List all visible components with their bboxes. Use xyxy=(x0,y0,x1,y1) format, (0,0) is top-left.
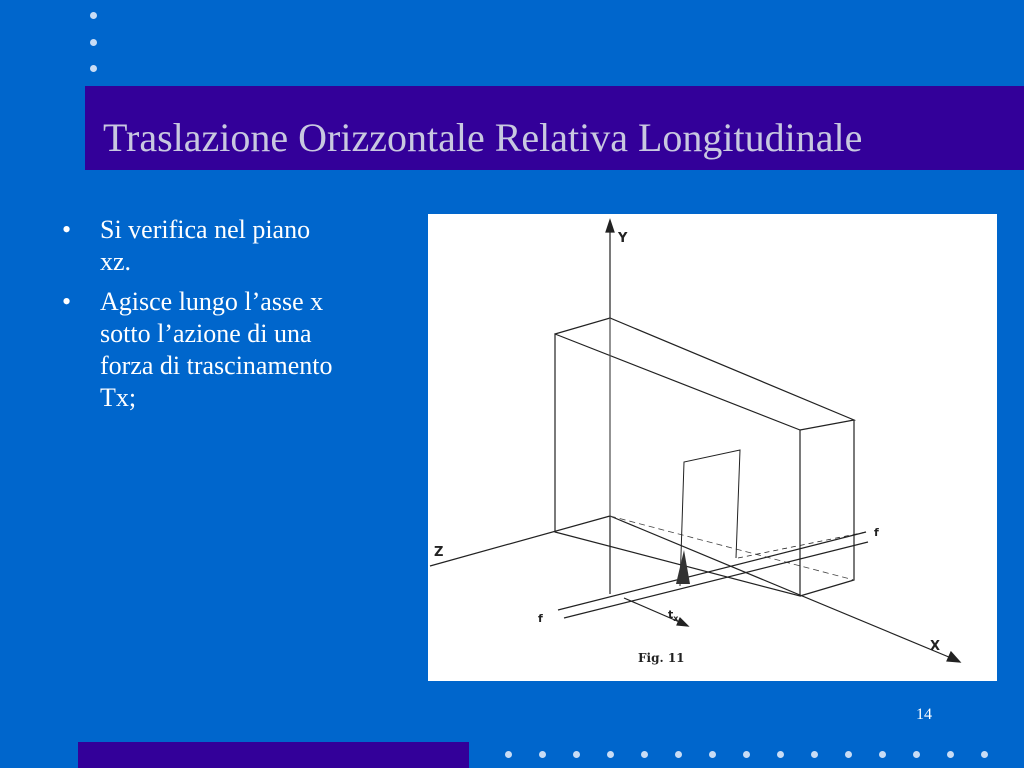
x-axis-label: X xyxy=(930,639,941,654)
bullet-marker: • xyxy=(62,287,72,316)
diagram-svg xyxy=(428,214,997,681)
decorative-dot xyxy=(811,751,818,758)
bullet-text: Si verifica nel piano xz. xyxy=(100,215,311,276)
bottom-band xyxy=(78,742,469,768)
x-axis-arrow xyxy=(947,652,960,662)
decorative-dot xyxy=(607,751,614,758)
bar-edge xyxy=(558,532,866,610)
bullet-text: Agisce lungo l’asse x sotto l’azione di una forza di trascinamento Tx; xyxy=(100,287,333,412)
decorative-dot xyxy=(539,751,546,758)
decorative-dot xyxy=(90,65,97,72)
decorative-dot xyxy=(709,751,716,758)
slide-title: Traslazione Orizzontale Relativa Longitudinale xyxy=(103,115,863,160)
decorative-dot xyxy=(777,751,784,758)
decorative-dot xyxy=(845,751,852,758)
force-arrow-head xyxy=(677,618,688,626)
decorative-dot xyxy=(573,751,580,758)
box-hidden-edge xyxy=(610,516,854,580)
figure-panel xyxy=(428,214,997,681)
bullet-marker: • xyxy=(62,215,72,244)
page-number: 14 xyxy=(916,706,932,723)
bullet-list xyxy=(62,214,342,422)
decorative-dot xyxy=(913,751,920,758)
force-label-sub: x xyxy=(673,614,679,623)
decorative-dot xyxy=(641,751,648,758)
box-right-edge xyxy=(800,420,854,596)
decorative-dot xyxy=(981,751,988,758)
force-label-main: t xyxy=(668,608,674,621)
bullet-item xyxy=(62,286,342,414)
y-axis-arrow xyxy=(606,220,614,232)
decorative-dot xyxy=(743,751,750,758)
box-top-edge xyxy=(555,318,854,430)
z-axis-label: Z xyxy=(434,545,444,560)
decorative-dots-bottom xyxy=(505,751,1005,761)
bar-label-right: f xyxy=(874,526,879,539)
x-axis xyxy=(610,516,956,660)
decorative-dot xyxy=(879,751,886,758)
y-axis-label: Y xyxy=(618,231,628,246)
bar-label-left: f xyxy=(538,612,543,625)
decorative-dot xyxy=(947,751,954,758)
decorative-dot xyxy=(90,39,97,46)
figure-caption: Fig. 11 xyxy=(638,651,685,665)
decorative-dots-top xyxy=(90,12,100,74)
force-label xyxy=(668,608,679,623)
decorative-dot xyxy=(505,751,512,758)
bullet-item xyxy=(62,214,342,278)
box-front-face xyxy=(555,334,800,596)
z-axis xyxy=(430,516,610,566)
decorative-dot xyxy=(675,751,682,758)
bar-hidden-edge xyxy=(738,532,866,558)
decorative-dot xyxy=(90,12,97,19)
